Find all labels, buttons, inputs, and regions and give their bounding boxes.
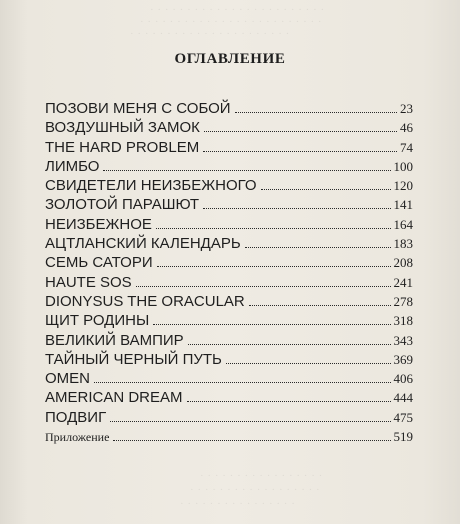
toc-entry-title: THE HARD PROBLEM [45, 138, 200, 156]
dot-leader [188, 344, 391, 345]
dot-leader [103, 170, 390, 171]
dot-leader [153, 324, 390, 325]
toc-entry-title: СВИДЕТЕЛИ НЕИЗБЕЖНОГО [45, 177, 257, 195]
toc-entry-title: ВОЗДУШНЫЙ ЗАМОК [45, 119, 200, 137]
toc-title: ОГЛАВЛЕНИЕ [174, 51, 286, 67]
toc-entry-page: 183 [393, 236, 413, 252]
toc-entry-title: Приложение [45, 430, 110, 445]
toc-entry-title: DIONYSUS THE ORACULAR [45, 292, 245, 310]
show-through-text: · · · · · · · · · · · · · · · · · · · · · · · · [150, 4, 325, 16]
dot-leader [157, 266, 391, 267]
toc-entry-title: АЦТЛАНСКИЙ КАЛЕНДАРЬ [45, 235, 241, 253]
dot-leader [110, 421, 390, 422]
dot-leader [203, 208, 390, 209]
toc-entry-title: СЕМЬ САТОРИ [45, 254, 153, 272]
toc-entry-page: 278 [393, 293, 413, 309]
toc-entry-title: НЕИЗБЕЖНОЕ [45, 215, 152, 233]
toc-entry [45, 234, 413, 253]
toc-entry [45, 369, 413, 388]
toc-entry-page: 369 [393, 351, 413, 367]
toc-entry-page: 475 [393, 409, 413, 425]
toc-entry-title: OMEN [45, 370, 90, 388]
dot-leader [94, 382, 391, 383]
toc-entry [45, 138, 413, 157]
toc-entry-title: ВЕЛИКИЙ ВАМПИР [45, 331, 184, 349]
toc-entry-page: 318 [393, 313, 413, 329]
toc-entry [45, 350, 413, 369]
dot-leader [136, 286, 391, 287]
toc-entry [45, 118, 413, 137]
toc-entry-page: 74 [400, 139, 413, 155]
dot-leader [245, 247, 391, 248]
toc-entry-page: 120 [393, 178, 413, 194]
dot-leader [261, 189, 391, 190]
toc-entry-page: 100 [393, 158, 413, 174]
toc-entry [45, 176, 413, 195]
toc-entry-page: 164 [393, 216, 413, 232]
dot-leader [203, 151, 397, 152]
toc-entry-page: 519 [393, 429, 413, 445]
dot-leader [113, 440, 390, 441]
toc-entry-page: 444 [393, 390, 413, 406]
show-through-text: · · · · · · · · · · · · · · · · · · [190, 484, 321, 496]
toc-entry [45, 408, 413, 427]
show-through-text: · · · · · · · · · · · · · · · · · [200, 470, 323, 482]
toc-entry [45, 388, 413, 407]
dot-leader [249, 305, 391, 306]
show-through-text: · · · · · · · · · · · · · · · · · · · · · · [130, 28, 290, 40]
toc-entry-title: ЩИТ РОДИНЫ [45, 312, 150, 330]
toc-entry-page: 46 [400, 120, 413, 136]
toc-entry-page: 241 [393, 274, 413, 290]
toc-entry [45, 331, 413, 350]
toc-entry [45, 253, 413, 272]
dot-leader [226, 363, 391, 364]
dot-leader [235, 112, 397, 113]
toc-entry [45, 195, 413, 214]
toc-entry-page: 406 [393, 371, 413, 387]
toc-entry [45, 292, 413, 311]
toc-entry-title: ПОЗОВИ МЕНЯ С СОБОЙ [45, 100, 231, 117]
toc-entry-title: AMERICAN DREAM [45, 389, 183, 407]
toc-entry-page: 23 [400, 101, 413, 116]
toc-entry-page: 141 [393, 197, 413, 213]
show-through-text: · · · · · · · · · · · · · · · · · · · · · · · · · [140, 16, 323, 28]
toc-entry-title: ЗОЛОТОЙ ПАРАШЮТ [45, 196, 200, 214]
toc-entry [45, 157, 413, 176]
toc-entry [45, 273, 413, 292]
toc-entry-title: ПОДВИГ [45, 408, 107, 426]
toc-entry-appendix [45, 427, 413, 446]
toc-entry-title: HAUTE SOS [45, 273, 132, 291]
toc-entry-page: 343 [393, 332, 413, 348]
show-through-text: · · · · · · · · · · · · · · · · [180, 498, 296, 510]
dot-leader [156, 228, 391, 229]
toc-entry-title: ТАЙНЫЙ ЧЕРНЫЙ ПУТЬ [45, 350, 222, 368]
toc-list [45, 99, 413, 446]
toc-entry-title: ЛИМБО [45, 157, 100, 175]
toc-entry [45, 215, 413, 234]
toc-entry-page: 208 [393, 255, 413, 271]
dot-leader [204, 131, 397, 132]
toc-entry [45, 311, 413, 330]
toc-entry [45, 99, 413, 118]
dot-leader [187, 401, 391, 402]
